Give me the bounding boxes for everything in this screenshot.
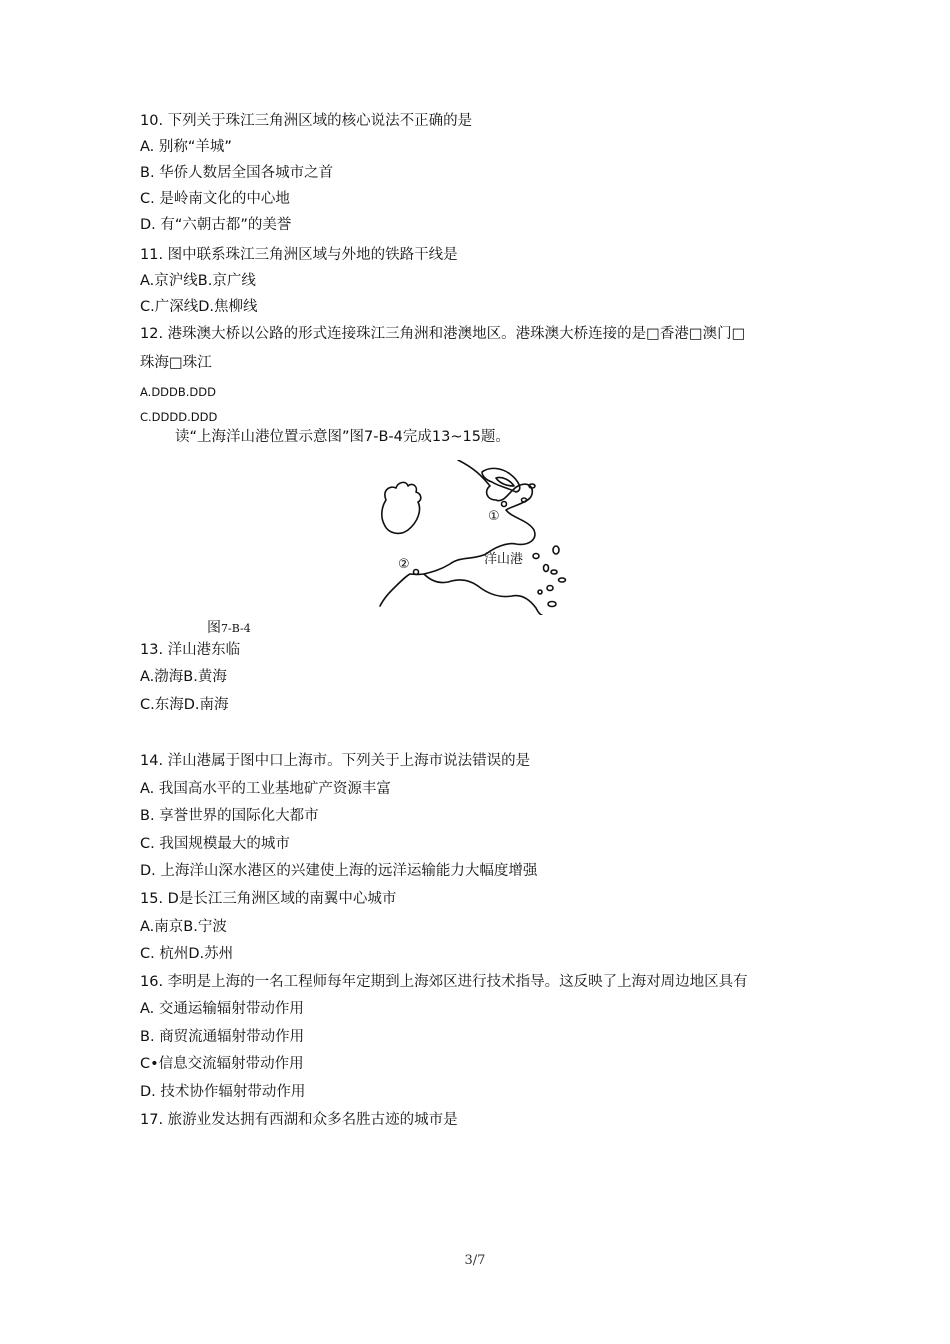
- q16-option-d: D. 技术协作辐射带动作用: [140, 1084, 306, 1100]
- q12-options-ab: A.DDDB.DDD: [140, 385, 216, 399]
- q15-options-cd: C. 杭州D.苏州: [140, 946, 234, 962]
- q10-option-c: C. 是岭南文化的中心地: [140, 191, 290, 207]
- figure-caption-prefix: 图: [207, 620, 221, 636]
- q13-options-ab: A.渤海B.黄海: [140, 669, 227, 685]
- lower-coastline: [424, 574, 542, 615]
- q16-option-b: B. 商贸流通辐射带动作用: [140, 1029, 305, 1045]
- q14-option-c: C. 我国规模最大的城市: [140, 836, 290, 852]
- marker-2-dot: [414, 570, 419, 575]
- q15-options-ab: A.南京B.宁波: [140, 919, 227, 935]
- q12-stem-line2: 珠海□珠江: [140, 355, 212, 371]
- islet: [522, 498, 527, 502]
- q14-stem: 14. 洋山港属于图中口上海市。下列关于上海市说法错误的是: [140, 753, 531, 769]
- q11-options-cd: C.广深线D.焦柳线: [140, 299, 258, 315]
- q14-option-a: A. 我国高水平的工业基地矿产资源丰富: [140, 781, 391, 797]
- yangshan-port-map: [378, 460, 578, 615]
- q16-option-a: A. 交通运输辐射带动作用: [140, 1001, 304, 1017]
- q16-stem: 16. 李明是上海的一名工程师每年定期到上海郊区进行技术指导。这反映了上海对周边地区具有: [140, 974, 748, 990]
- q12-stem-line1: 12. 港珠澳大桥以公路的形式连接珠江三角洲和港澳地区。港珠澳大桥连接的是□香港□澳门□: [140, 326, 746, 342]
- q10-stem: 10. 下列关于珠江三角洲区域的核心说法不正确的是: [140, 113, 473, 129]
- figure-caption: [207, 617, 251, 637]
- q14-option-d: D. 上海洋山深水港区的兴建使上海的远洋运输能力大幅度增强: [140, 863, 538, 879]
- figure-caption-number: 7-B-4: [221, 622, 251, 635]
- q15-stem: 15. D是长江三角洲区域的南翼中心城市: [140, 891, 397, 907]
- islet: [538, 590, 542, 594]
- q11-options-ab: A.京沪线B.京广线: [140, 273, 256, 289]
- islet: [544, 565, 549, 572]
- q12-options-cd: C.DDDD.DDD: [140, 410, 218, 424]
- islet: [533, 554, 539, 559]
- q11-stem: 11. 图中联系珠江三角洲区域与外地的铁路干线是: [140, 247, 458, 263]
- map-label-2: ②: [398, 557, 410, 572]
- page-number: 3/7: [464, 1253, 486, 1268]
- map-label-1: ①: [488, 509, 500, 524]
- map-label-port: 洋山港: [484, 552, 524, 567]
- islet: [547, 586, 553, 591]
- q16-option-c: C•信息交流辐射带动作用: [140, 1056, 304, 1072]
- islet: [559, 578, 566, 582]
- q10-option-b: B. 华侨人数居全国各城市之首: [140, 165, 334, 181]
- q14-option-b: B. 享誉世界的国际化大都市: [140, 808, 319, 824]
- island-outline: [382, 482, 421, 533]
- islet: [551, 570, 557, 574]
- q13-options-cd: C.东海D.南海: [140, 697, 229, 713]
- q10-option-a: A. 别称“羊城”: [140, 139, 232, 155]
- q17-stem: 17. 旅游业发达拥有西湖和众多名胜古迹的城市是: [140, 1112, 458, 1128]
- marker-1-dot: [502, 502, 507, 507]
- islet: [548, 602, 556, 607]
- q10-option-d: D. 有“六朝古都”的美誉: [140, 217, 292, 233]
- figure-intro: 读“上海洋山港位置示意图”图7-B-4完成13~15题。: [175, 429, 510, 445]
- q13-stem: 13. 洋山港东临: [140, 642, 241, 658]
- islet: [553, 546, 559, 554]
